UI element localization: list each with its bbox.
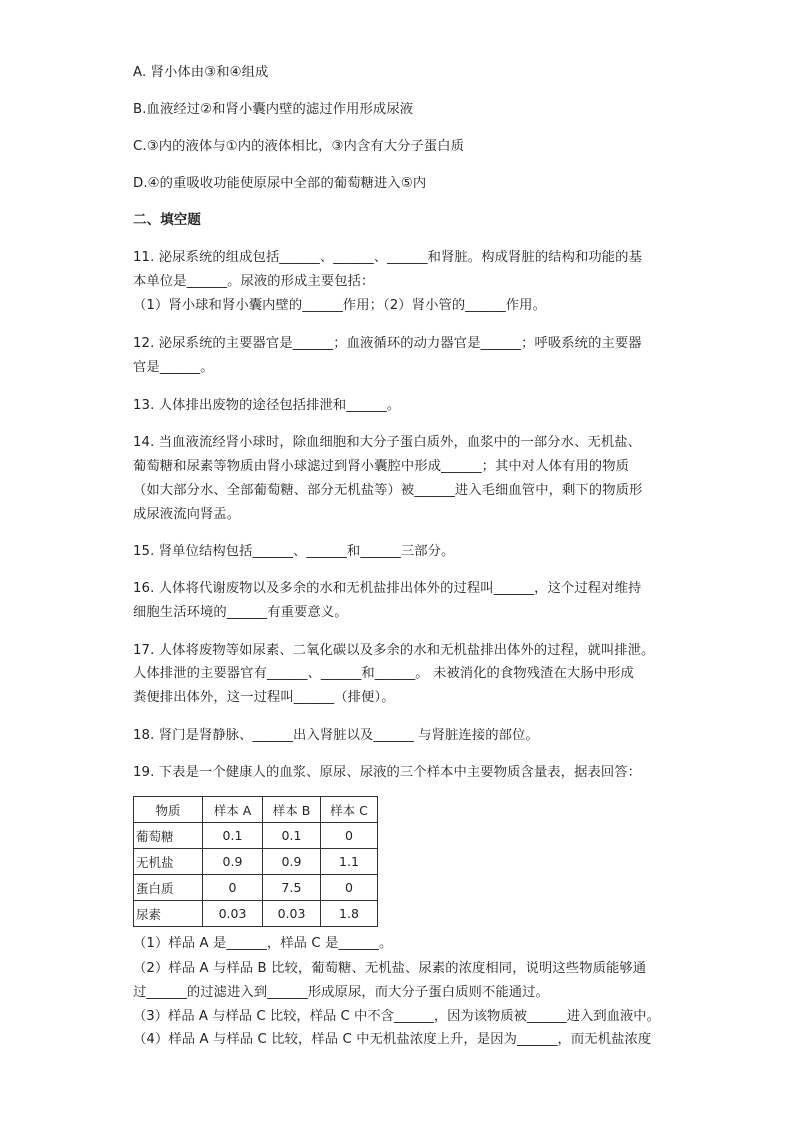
table-cell: 葡萄糖 <box>134 823 203 849</box>
table-cell: 无机盐 <box>134 849 203 875</box>
table-cell: 0.03 <box>263 901 321 927</box>
q14-line3: （如大部分水、全部葡萄糖、部分无机盐等）被______进入毛细血管中，剩下的物质形 <box>133 483 643 498</box>
table-cell: 1.8 <box>321 901 378 927</box>
table-cell: 蛋白质 <box>134 875 203 901</box>
q19-sub3: （3）样品 A 与样品 C 比较，样品 C 中不含______，因为该物质被______进入到血液中。 <box>133 1009 660 1024</box>
q17-line3: 粪便排出体外，这一过程叫______（排便）。 <box>133 690 395 705</box>
q19-sub4: （4）样品 A 与样品 C 比较，样品 C 中无机盐浓度上升，是因为______，而无机盐浓度 <box>133 1032 652 1047</box>
substance-table <box>133 796 378 927</box>
q12-line1: 12. 泌尿系统的主要器官是______；血液循环的动力器官是______；呼吸系统的主要器 <box>133 336 642 351</box>
q18-line1: 18. 肾门是肾静脉、______出入肾脏以及______ 与肾脏连接的部位。 <box>133 728 539 743</box>
table-cell: 0 <box>203 875 263 901</box>
q14-line1: 14. 当血液流经肾小球时，除血细胞和大分子蛋白质外，血浆中的一部分水、无机盐、 <box>133 435 642 450</box>
table-header: 样本 C <box>321 797 378 823</box>
table-cell: 0.1 <box>203 823 263 849</box>
q19-sub2-line2: 过______的过滤进入到______形成原尿，而大分子蛋白质则不能通过。 <box>133 985 549 1000</box>
table-cell: 0.03 <box>203 901 263 927</box>
q14-line4: 成尿液流向肾盂。 <box>133 507 241 522</box>
table-row <box>134 849 378 875</box>
table-header: 物质 <box>134 797 203 823</box>
q11-line1: 11. 泌尿系统的组成包括______、______、______和肾脏。构成肾脏的结构和功能的基 <box>133 250 642 265</box>
table-cell: 1.1 <box>321 849 378 875</box>
q16-line1: 16. 人体将代谢废物以及多余的水和无机盐排出体外的过程叫______，这个过程对维持 <box>133 581 642 596</box>
table-cell: 尿素 <box>134 901 203 927</box>
option-a: A. 肾小体由③和④组成 <box>133 65 269 80</box>
option-c: C.③内的液体与①内的液体相比，③内含有大分子蛋白质 <box>133 139 465 154</box>
q19-sub2-line1: （2）样品 A 与样品 B 比较，葡萄糖、无机盐、尿素的浓度相同，说明这些物质能够通 <box>133 961 647 976</box>
q11-line2: 本单位是______。尿液的形成主要包括： <box>133 274 375 289</box>
q19-line1: 19. 下表是一个健康人的血浆、原尿、尿液的三个样本中主要物质含量表，据表回答： <box>133 765 642 780</box>
table-row <box>134 901 378 927</box>
table-cell: 0.9 <box>203 849 263 875</box>
table-row <box>134 875 378 901</box>
table-row <box>134 823 378 849</box>
table-cell: 0 <box>321 875 378 901</box>
table-cell: 7.5 <box>263 875 321 901</box>
q14-line2: 葡萄糖和尿素等物质由肾小球滤过到肾小囊腔中形成______；其中对人体有用的物质 <box>133 459 629 474</box>
table-cell: 0.9 <box>263 849 321 875</box>
table-cell: 0.1 <box>263 823 321 849</box>
table-cell: 0 <box>321 823 378 849</box>
table-header-row <box>134 797 378 823</box>
table-header: 样本 A <box>203 797 263 823</box>
table-header: 样本 B <box>263 797 321 823</box>
q13-line1: 13. 人体排出废物的途径包括排泄和______。 <box>133 398 401 413</box>
option-d: D.④的重吸收功能使原尿中全部的葡萄糖进入⑤内 <box>133 176 427 191</box>
q11-line3: （1）肾小球和肾小囊内壁的______作用；（2）肾小管的______作用。 <box>133 298 546 313</box>
q12-line2: 官是______。 <box>133 360 214 375</box>
q17-line2: 人体排泄的主要器官有______、______和______。 未被消化的食物残渣在大肠中形成 <box>133 666 634 681</box>
q16-line2: 细胞生活环境的______有重要意义。 <box>133 605 348 620</box>
section-title: 二、填空题 <box>133 212 201 228</box>
q19-sub1: （1）样品 A 是______，样品 C 是______。 <box>133 936 393 951</box>
option-b: B.血液经过②和肾小囊内壁的滤过作用形成尿液 <box>133 102 414 117</box>
q15-line1: 15. 肾单位结构包括______、______和______三部分。 <box>133 544 455 559</box>
q17-line1: 17. 人体将废物等如尿素、二氧化碳以及多余的水和无机盐排出体外的过程，就叫排泄。 <box>133 643 655 658</box>
